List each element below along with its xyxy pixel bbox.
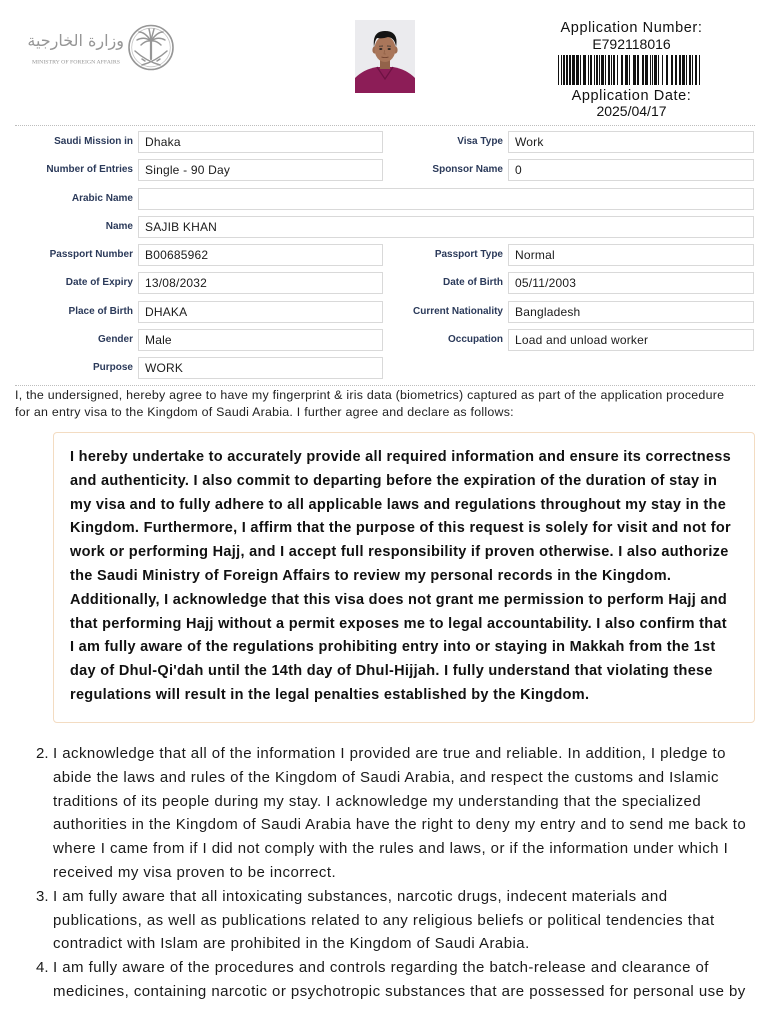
text-line: I am fully aware that all intoxicating substances, narcotic drugs, indecent materials and [53, 887, 668, 905]
declaration-line: regulations will result in the legal penalties established by the Kingdom. [70, 686, 590, 703]
barcode-bar [645, 55, 648, 85]
arabic-name-value [138, 188, 754, 210]
barcode-bar [642, 55, 644, 85]
list-item [36, 742, 747, 885]
barcode-bar [596, 55, 598, 85]
barcode-bar [594, 55, 595, 85]
date-of-expiry-value: 13/08/2032 [138, 272, 383, 294]
application-number: E792118016 [592, 36, 671, 52]
list-item [36, 885, 746, 956]
place-of-birth-value: DHAKA [138, 301, 383, 323]
barcode-bar [563, 55, 565, 85]
barcode-bar [666, 55, 668, 85]
passport-type-value: Normal [508, 244, 754, 266]
biometrics-consent-intro [15, 387, 724, 421]
sponsor-name-label: Sponsor Name [432, 164, 503, 175]
form-row [0, 272, 768, 294]
barcode-bar [590, 55, 592, 85]
barcode-bar [569, 55, 571, 85]
passport-number-value: B00685962 [138, 244, 383, 266]
text-line: I, the undersigned, hereby agree to have my fingerprint & iris data (biometrics) captured as part of the application procedure [15, 388, 725, 402]
barcode-bar [625, 55, 628, 85]
declaration-line: I hereby undertake to accurately provide all required information and ensure its correctness [70, 449, 731, 465]
number-of-entries-label: Number of Entries [46, 164, 133, 175]
list-number: 3. [36, 887, 49, 905]
saudi-mission-value: Dhaka [138, 131, 383, 153]
barcode-bar [572, 55, 575, 85]
acknowledgement-list [36, 742, 747, 1004]
saudi-mission-label: Saudi Mission in [54, 136, 133, 147]
date-of-expiry-label: Date of Expiry [65, 277, 133, 288]
dotted-separator [15, 125, 755, 126]
occupation-label: Occupation [447, 334, 503, 345]
visa-type-label: Visa Type [457, 136, 503, 147]
barcode-bar [617, 55, 618, 85]
application-date-label: Application Date: [571, 88, 692, 104]
form-row [0, 131, 768, 153]
purpose-label: Purpose [92, 362, 133, 373]
form-row [0, 357, 768, 379]
barcode-bar [658, 55, 659, 85]
declaration-line: work or performing Hajj, and I accept full responsibility if proven otherwise. I also authorize [70, 544, 729, 561]
barcode-bar [652, 55, 653, 85]
barcode-bar [583, 55, 586, 85]
form-row [0, 301, 768, 323]
barcode-bar [611, 55, 612, 85]
barcode-bar [605, 55, 606, 85]
occupation-value: Load and unload worker [508, 329, 754, 351]
arabic-name-label: Arabic Name [71, 193, 133, 204]
date-of-birth-value: 05/11/2003 [508, 272, 754, 294]
gender-label: Gender [97, 334, 133, 345]
purpose-value: WORK [138, 357, 383, 379]
form-row [0, 216, 768, 238]
text-line: I acknowledge that all of the information I provided are true and reliable. In addition, I pledge to [53, 745, 726, 762]
text-line: for an entry visa to the Kingdom of Saudi Arabia. I further agree and declare as follows: [15, 405, 514, 419]
text-line: publications, as well as publications related to any religious beliefs or political tendencies that [53, 911, 715, 929]
barcode-bar [580, 55, 581, 85]
current-nationality-label: Current Nationality [412, 306, 503, 317]
barcode-bar [662, 55, 663, 85]
barcode-bar [675, 55, 677, 85]
dotted-separator [15, 385, 755, 386]
barcode-bar [561, 55, 562, 85]
barcode-bar [679, 55, 681, 85]
barcode-bar [629, 55, 630, 85]
barcode-bar [613, 55, 615, 85]
barcode-bar [576, 55, 579, 85]
declaration-line: I am fully aware of the regulations prohibiting entry into or staying in Makkah from the 1st [70, 639, 716, 656]
list-number: 4. [36, 959, 49, 977]
barcode-bar [654, 55, 657, 85]
barcode-bar [601, 55, 604, 85]
barcode-bar [650, 55, 651, 85]
current-nationality-value: Bangladesh [508, 301, 754, 323]
barcode-bar [633, 55, 636, 85]
palm-swords-emblem-icon [126, 24, 176, 72]
sponsor-name-value: 0 [508, 159, 754, 181]
barcode-bar [692, 55, 693, 85]
form-row [0, 188, 768, 210]
barcode-bar [689, 55, 691, 85]
name-value: SAJIB KHAN [138, 216, 754, 238]
text-line: authorities in the Kingdom of Saudi Arabia have the right to deny my entry and to send me back to [53, 816, 747, 834]
visa-type-value: Work [508, 131, 754, 153]
date-of-birth-label: Date of Birth [443, 277, 503, 288]
text-line: I am fully aware of the procedures and controls regarding the batch-release and clearance of [53, 959, 709, 977]
declaration-line: that performing Hajj without a permit exposes me to legal accountability. I also confirm that [70, 615, 727, 632]
text-line: traditions of its people during my stay. I acknowledge my understanding that the specialized [53, 792, 702, 810]
form-row [0, 159, 768, 181]
barcode-bar [637, 55, 639, 85]
barcode-bar [566, 55, 568, 85]
list-number: 2. [36, 745, 49, 762]
passport-number-label: Passport Number [49, 249, 133, 260]
application-date: 2025/04/17 [596, 103, 667, 119]
declaration-line: my visa and to fully adhere to all applicable laws and regulations throughout my stay in the [70, 496, 727, 513]
list-item [36, 956, 746, 1004]
barcode-bar [588, 55, 589, 85]
gender-value: Male [138, 329, 383, 351]
text-line: contradict with Islam are prohibited in the Kingdom of Saudi Arabia. [53, 935, 530, 953]
barcode-bar [695, 55, 697, 85]
declaration-line: and authenticity. I also commit to departing before the expiration of the duration of stay in [70, 472, 718, 489]
text-line: medicines, containing narcotic or psychotropic substances that are possessed for personal use by [53, 982, 746, 1000]
barcode [558, 55, 702, 85]
declaration-line: Kingdom. Furthermore, I affirm that the purpose of this request is solely for visit and not for [70, 520, 731, 537]
passport-type-label: Passport Type [434, 249, 503, 260]
name-label: Name [105, 221, 133, 232]
barcode-bar [686, 55, 687, 85]
barcode-bar [599, 55, 600, 85]
application-number-label: Application Number: [560, 20, 703, 36]
applicant-photo [355, 20, 415, 93]
form-row [0, 244, 768, 266]
barcode-bar [608, 55, 610, 85]
barcode-bar [682, 55, 685, 85]
declaration-line: Additionally, I acknowledge that this visa does not grant me permission to perform Hajj and [70, 591, 728, 608]
form-row [0, 329, 768, 351]
barcode-bar [621, 55, 623, 85]
barcode-bar [671, 55, 673, 85]
number-of-entries-value: Single - 90 Day [138, 159, 383, 181]
ministry-name-english: MINISTRY OF FOREIGN AFFAIRS [32, 59, 121, 66]
barcode-bar [558, 55, 559, 85]
declaration-line: day of Dhul-Qi'dah until the 14th day of Dhul-Hijjah. I fully understand that violating these [70, 663, 713, 680]
declaration-box [53, 432, 755, 723]
ministry-name-arabic: وزارة الخارجية [27, 31, 124, 50]
ministry-name-english-wrapper [32, 57, 122, 66]
barcode-bar [699, 55, 700, 85]
place-of-birth-label: Place of Birth [68, 306, 133, 317]
declaration-line: the Saudi Ministry of Foreign Affairs to review my personal records in the Kingdom. [70, 567, 672, 584]
text-line: where I came from if I did not comply with the rules and laws, or if the information under which I [53, 840, 729, 858]
text-line: abide the laws and rules of the Kingdom of Saudi Arabia, and respect the customs and Islamic [53, 768, 719, 786]
text-line: received my visa proven to be incorrect. [53, 863, 337, 881]
